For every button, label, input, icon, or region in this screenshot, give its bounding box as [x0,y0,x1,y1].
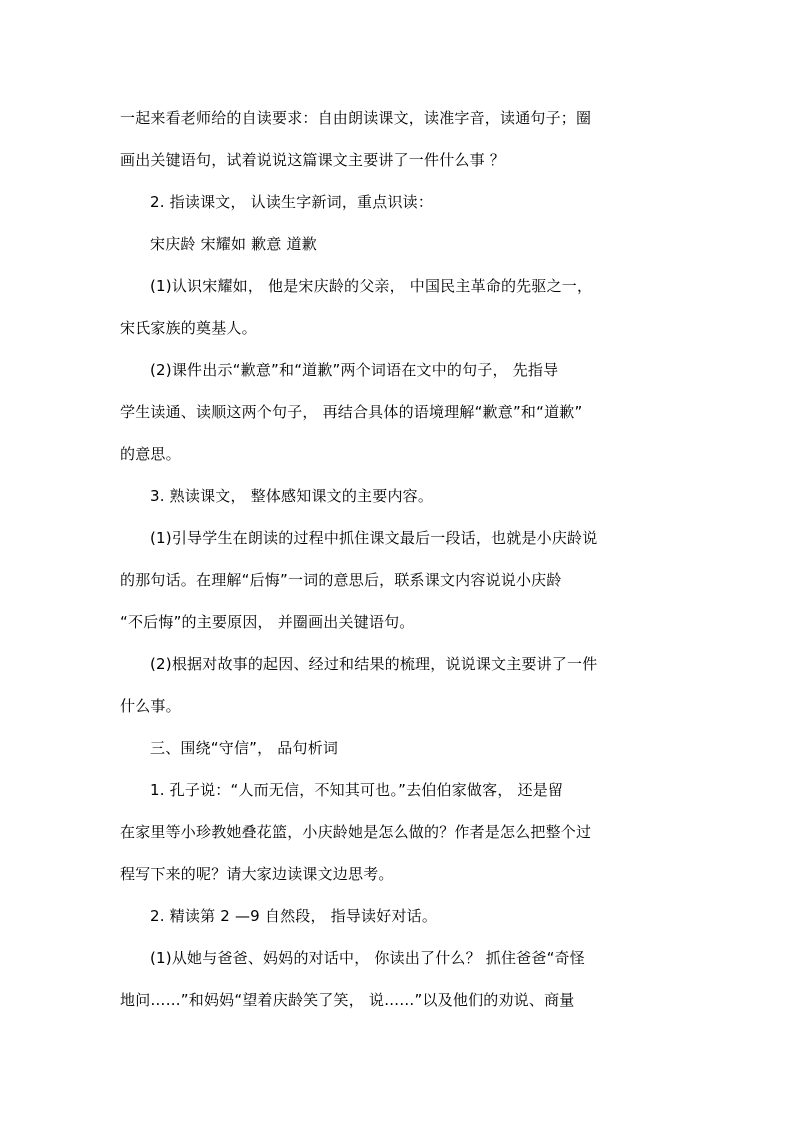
paragraph-line: 一起来看老师给的自读要求：自由朗读课文，读准字音，读通句子；圈 [120,109,592,127]
paragraph-line: 的意思。 [120,445,181,463]
section-item-heading: 2. 精读第 2 —9 自然段， 指导读好对话。 [150,907,438,925]
section-item-heading: 2. 指读课文， 认读生字新词，重点识读： [150,193,434,211]
paragraph-line: (1)认识宋耀如， 他是宋庆龄的父亲， 中国民主革命的先驱之一， [150,277,593,295]
paragraph-line: 在家里等小珍教她叠花篮，小庆龄她是怎么做的？作者是怎么把整个过 [120,823,592,841]
paragraph-line: (2)课件出示“歉意”和“道歉”两个词语在文中的句子， 先指导 [150,361,559,379]
paragraph-line: (1)引导学生在朗读的过程中抓住课文最后一段话，也就是小庆龄说 [150,529,598,547]
paragraph-line: 的那句话。在理解“后悔”一词的意思后，联系课文内容说说小庆龄 [120,571,562,589]
section-item-heading: 3. 熟读课文， 整体感知课文的主要内容。 [150,487,434,505]
paragraph-line: (2)根据对故事的起因、经过和结果的梳理，说说课文主要讲了一件 [150,655,598,673]
paragraph-line: 地问……”和妈妈“望着庆龄笑了笑， 说……”以及他们的劝说、商量 [120,991,575,1009]
paragraph-line: 什么事。 [120,697,181,715]
paragraph-line: 程写下来的呢？请大家边读课文边思考。 [120,865,394,883]
paragraph-line: 宋氏家族的奠基人。 [120,319,257,337]
paragraph-line: 1. 孔子说：“人而无信，不知其可也。”去伯伯家做客， 还是留 [150,781,564,799]
paragraph-line: (1)从她与爸爸、妈妈的对话中， 你读出了什么？ 抓住爸爸“奇怪 [150,949,585,967]
section-heading: 三、围绕“守信”， 品句析词 [150,739,339,757]
paragraph-line: 画出关键语句，试着说说这篇课文主要讲了一件什么事 ？ [120,151,505,169]
paragraph-line: 学生读通、读顺这两个句子， 再结合具体的语境理解“歉意”和“道歉” [120,403,583,421]
paragraph-line: “不后悔”的主要原因， 并圈画出关键语句。 [120,613,415,631]
vocabulary-list: 宋庆龄 宋耀如 歉意 道歉 [150,235,317,253]
